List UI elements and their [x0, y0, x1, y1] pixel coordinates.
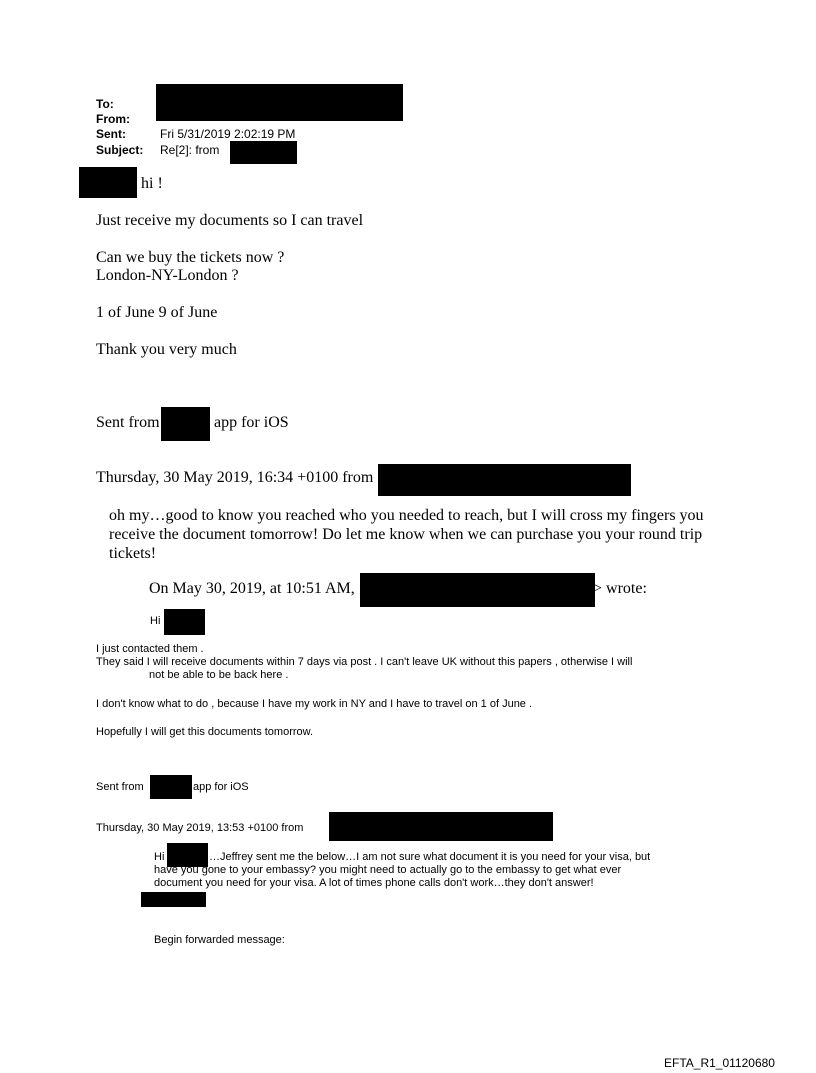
reply-body: oh my…good to know you reached who you needed to reach, but I will cross my fingers you receive the document tomorrow! Do let me know when we can purchase you your round trip tickets! [109, 507, 704, 562]
quote-header-1: Thursday, 30 May 2019, 16:34 +0100 from [96, 469, 374, 486]
inner-line-2b: not be able to be back here . [149, 669, 289, 681]
sent-label: Sent: [96, 127, 126, 141]
redaction-quote-sender-2 [329, 812, 553, 841]
redaction-to [156, 84, 403, 121]
redaction-subject [230, 141, 297, 164]
message-line-2a: Can we buy the tickets now ? [96, 249, 285, 266]
subject-label: Subject: [96, 143, 144, 157]
inner-sent-from-suffix: app for iOS [193, 781, 249, 793]
redaction-greeting-name [79, 167, 137, 198]
para-line-2: have you gone to your embassy? you might need to actually go to the embassy to get what ever [154, 864, 622, 876]
sent-from-suffix: app for iOS [214, 414, 289, 431]
inner-hi-2: Hi [154, 851, 165, 863]
inner-line-2a: They said I will receive documents within 7 days via post . I can't leave UK without this papers , otherwise I will [96, 656, 633, 668]
from-label: From: [96, 112, 130, 126]
redaction-inner-app-name [150, 775, 192, 799]
message-line-1: Just receive my documents so I can travel [96, 212, 364, 229]
sent-from-prefix: Sent from [96, 414, 160, 431]
para-line-1: …Jeffrey sent me the below…I am not sure what document it is you need for your visa, but [209, 851, 651, 863]
para-line-3: document you need for your visa. A lot of times phone calls don't work…they don't answer! [154, 877, 594, 889]
on-date-suffix: > wrote: [593, 580, 647, 597]
inner-line-1: I just contacted them . [96, 643, 204, 655]
on-date-prefix: On May 30, 2019, at 10:51 AM, [149, 580, 355, 597]
redaction-quote-sender-1 [378, 464, 631, 496]
inner-line-4: Hopefully I will get this documents tomorrow. [96, 726, 314, 738]
inner-line-3: I don't know what to do , because I have my work in NY and I have to travel on 1 of June . [96, 698, 533, 710]
message-line-2b: London-NY-London ? [96, 267, 239, 284]
redaction-inner-hi-name [164, 609, 205, 635]
subject-value: Re[2]: from [160, 143, 220, 157]
message-line-3: 1 of June 9 of June [96, 304, 218, 321]
forwarded-message-label: Begin forwarded message: [154, 934, 285, 946]
inner-hi: Hi [150, 615, 161, 627]
document-id: EFTA_R1_01120680 [664, 1056, 775, 1070]
inner-sent-from-prefix: Sent from [96, 781, 144, 793]
redaction-on-date-sender [360, 573, 595, 607]
message-line-4: Thank you very much [96, 341, 237, 358]
sent-value: Fri 5/31/2019 2:02:19 PM [160, 127, 296, 141]
redaction-app-name [161, 407, 210, 441]
to-label: To: [96, 97, 114, 111]
greeting: hi ! [141, 175, 163, 192]
quote-header-2: Thursday, 30 May 2019, 13:53 +0100 from [96, 822, 304, 834]
redaction-signature [141, 892, 206, 907]
